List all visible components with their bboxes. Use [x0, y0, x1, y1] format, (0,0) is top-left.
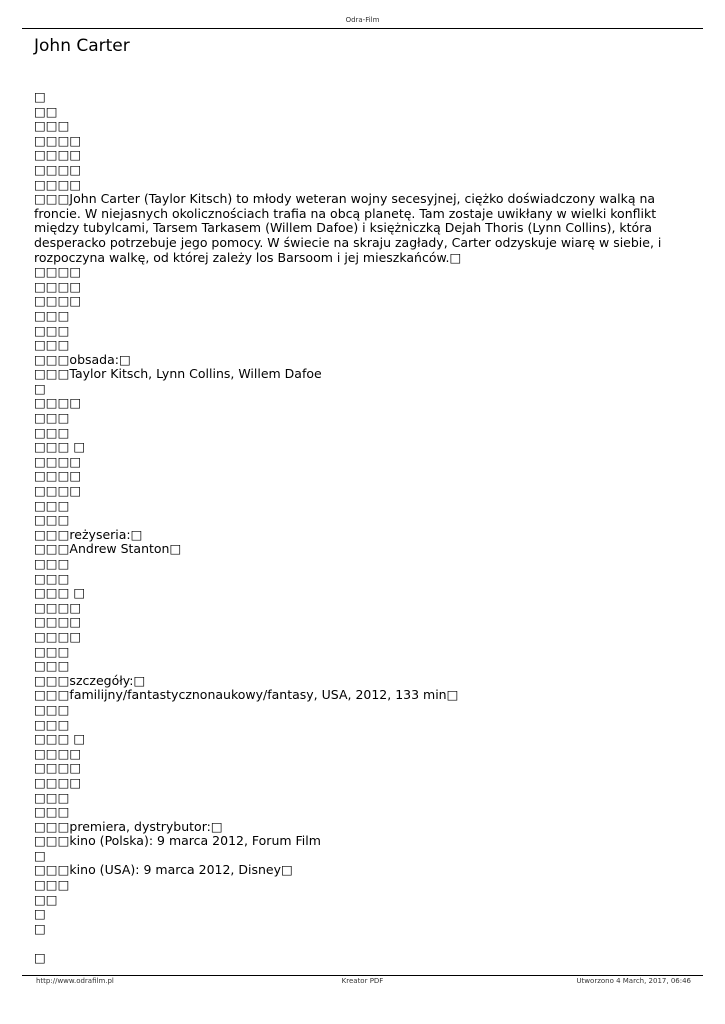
text-line: □□□□ — [34, 161, 82, 177]
footer-divider — [22, 975, 703, 976]
text-line: □□□ — [34, 322, 70, 338]
footer-generator: Kreator PDF — [341, 977, 384, 985]
text-line: □□□□ — [34, 468, 82, 484]
text-line: □□□ — [34, 658, 70, 674]
text-line: □□□reżyseria:□ — [34, 526, 143, 542]
text-line: □□□kino (USA): 9 marca 2012, Disney□ — [34, 862, 293, 878]
spacer — [34, 936, 674, 951]
text-line: □□□ — [34, 424, 70, 440]
text-line: □□□□ — [34, 774, 82, 790]
text-line: □□□ — [34, 804, 70, 820]
text-line: □□□□ — [34, 483, 82, 499]
text-line: □□□□ — [34, 293, 82, 309]
text-line: □□□familijny/fantastycznonaukowy/fantasy, USA, 2012, 133 min□ — [34, 687, 459, 703]
text-line: □□□ — [34, 497, 70, 513]
final-glyph-line: □ — [34, 950, 46, 966]
text-line: □□□ — [34, 307, 70, 323]
text-line: □ — [34, 89, 46, 104]
text-line: □□□□ — [34, 745, 82, 761]
text-line: □ — [34, 380, 46, 396]
text-line: □ — [34, 906, 46, 922]
text-line: □□□Taylor Kitsch, Lynn Collins, Willem Dafoe — [34, 366, 322, 382]
text-line: □□□□ — [34, 132, 82, 148]
text-line: □□ — [34, 103, 58, 119]
text-line: □□□ — [34, 337, 70, 353]
footer-created-date: Utworzono 4 March, 2017, 06:46 — [576, 977, 691, 985]
synopsis-paragraph: □□□John Carter (Taylor Kitsch) to młody weteran wojny secesyjnej, ciężko doświadczony walką na froncie. W niejasnych okolicznościach trafia na obcą planetę. Tam zostaje uwikłany w wielki konflikt między tubylcami, Tarsem Tarkasem (Willem Dafoe) i księżniczką Dejah Thoris (Lynn Collins), która desperacko potrzebuje jego pomocy. W świecie na skraju zagłady, Carter odzyskuje wiarę w siebie, i rozpoczyna walkę, od której zależy los Barsoom i jej mieszkańców.□ — [34, 191, 662, 265]
text-line: □□□ — [34, 716, 70, 732]
placeholder-lines-top — [34, 90, 674, 192]
footer-url-link[interactable]: http://www.odrafilm.pl — [36, 977, 114, 985]
text-line: □□□□ — [34, 147, 82, 163]
text-line: □□□□ — [34, 453, 82, 469]
text-line: □□□□ — [34, 278, 82, 294]
site-name: Odra-Film — [345, 16, 380, 24]
text-line: □□□ — [34, 643, 70, 659]
text-line: □□□ — [34, 877, 70, 893]
text-line: □□□□ — [34, 395, 82, 411]
text-line: □□□ — [34, 701, 70, 717]
text-line: □□□Andrew Stanton□ — [34, 541, 182, 557]
text-line: □□□□ — [34, 599, 82, 615]
text-line: □□□□ — [34, 264, 82, 280]
text-line: □□□ — [34, 410, 70, 426]
details-lines — [34, 265, 674, 936]
text-line: □□□ — [34, 118, 70, 134]
text-line: □□□ — [34, 789, 70, 805]
text-line: □□□ □ — [34, 731, 86, 747]
text-line: □□□ □ — [34, 585, 86, 601]
text-line: □ — [34, 920, 46, 936]
text-line: □ — [34, 847, 46, 863]
text-line: □□□ — [34, 570, 70, 586]
text-line: □□□□ — [34, 628, 82, 644]
text-line: □□□□ — [34, 614, 82, 630]
text-line: □□□premiera, dystrybutor:□ — [34, 818, 223, 834]
text-line: □□□□ — [34, 760, 82, 776]
document-body — [34, 90, 674, 966]
text-line: □□□□ — [34, 176, 82, 192]
text-line: □□□szczegóły:□ — [34, 672, 146, 688]
page-title: John Carter — [34, 36, 130, 56]
header-divider — [22, 28, 703, 29]
text-line: □□□ — [34, 556, 70, 571]
text-line: □□□ — [34, 512, 70, 528]
text-line: □□□kino (Polska): 9 marca 2012, Forum Film — [34, 833, 321, 849]
text-line: □□□obsada:□ — [34, 351, 131, 367]
text-line: □□□ □ — [34, 439, 86, 455]
text-line: □□ — [34, 891, 58, 907]
